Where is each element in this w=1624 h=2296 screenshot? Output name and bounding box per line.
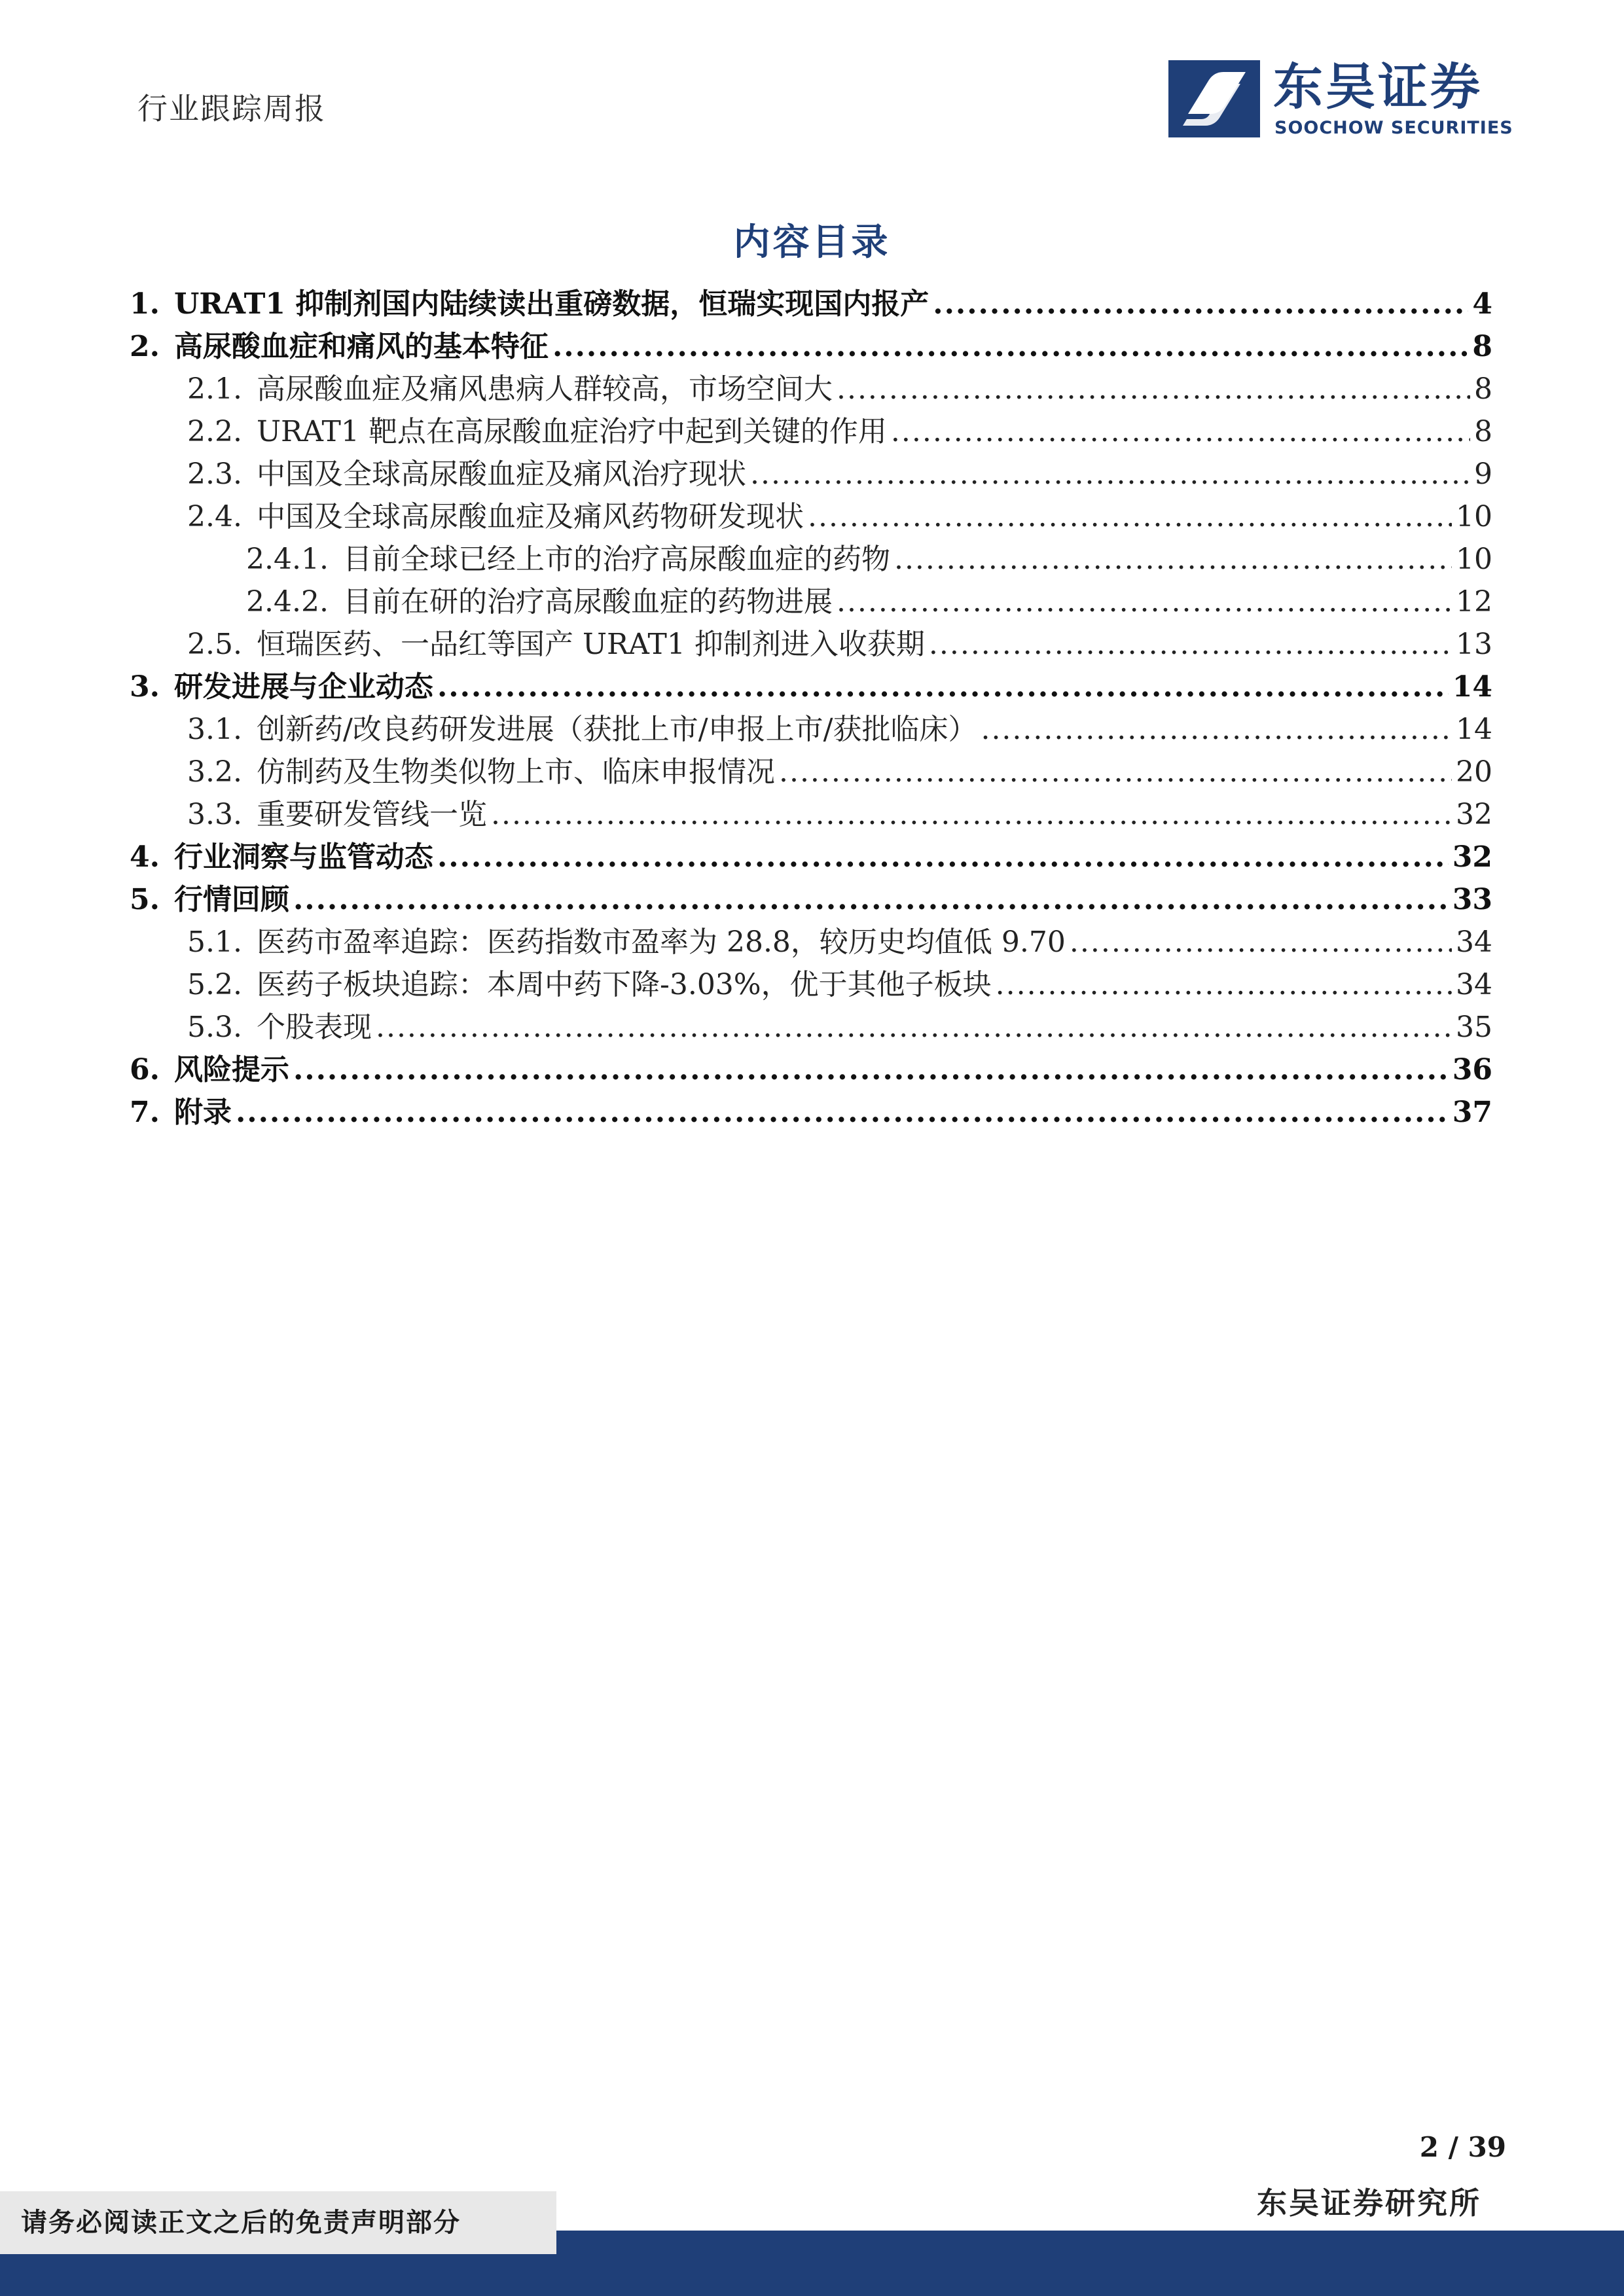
toc-dot-leader (437, 666, 1449, 708)
toc-entry-number: 3.2. (187, 755, 242, 789)
toc-entry[interactable] (130, 878, 1492, 921)
toc-dot-leader (779, 751, 1452, 793)
toc-entry-title: 行情回顾 (173, 883, 289, 916)
soochow-logo-icon (1168, 60, 1260, 137)
toc-dot-leader (376, 1006, 1452, 1049)
toc-dot-leader (837, 368, 1470, 410)
toc-entry[interactable] (130, 963, 1492, 1006)
report-type-label: 行业跟踪周报 (137, 91, 326, 126)
toc-dot-leader (491, 793, 1452, 836)
toc-entry-page: 14 (1456, 713, 1492, 746)
toc-dot-leader (837, 581, 1452, 623)
toc-entry[interactable] (130, 708, 1492, 751)
toc-entry-title: 高尿酸血症及痛风患病人群较高，市场空间大 (256, 372, 833, 406)
toc-entry-title: 目前全球已经上市的治疗高尿酸血症的药物 (342, 543, 890, 576)
toc-entry-number: 5.3. (187, 1011, 242, 1044)
toc-dot-leader (293, 878, 1449, 921)
toc-dot-leader (929, 623, 1452, 666)
toc-entry-title: 附录 (173, 1096, 232, 1129)
toc-entry-title: 个股表现 (256, 1011, 372, 1044)
toc-dot-leader (933, 283, 1468, 325)
toc-entry[interactable] (130, 793, 1492, 836)
toc-entry-title: URAT1 抑制剂国内陆续读出重磅数据，恒瑞实现国内报产 (173, 287, 929, 321)
toc-entry-title: 中国及全球高尿酸血症及痛风治疗现状 (256, 457, 746, 491)
toc-entry[interactable] (130, 283, 1492, 325)
toc-entry-page: 14 (1452, 670, 1492, 704)
toc-entry-title: 目前在研的治疗高尿酸血症的药物进展 (342, 585, 833, 619)
toc-entry-number: 5.2. (187, 968, 242, 1001)
toc-dot-leader (750, 453, 1470, 495)
toc-entry-number: 3. (130, 670, 160, 704)
toc-entry[interactable] (130, 666, 1492, 708)
toc-entry-page: 10 (1456, 500, 1492, 533)
toc-entry-page: 10 (1456, 543, 1492, 576)
toc-entry-page: 8 (1472, 330, 1492, 363)
toc-entry-title: 高尿酸血症和痛风的基本特征 (173, 330, 549, 363)
toc-entry-title: 行业洞察与监管动态 (173, 840, 433, 874)
toc-entry-number: 2.4. (187, 500, 242, 533)
toc-dot-leader (293, 1049, 1449, 1091)
toc-entry-number: 2.5. (187, 628, 242, 661)
toc-entry-page: 13 (1456, 628, 1492, 661)
toc-entry-title: 医药子板块追踪：本周中药下降-3.03%，优于其他子板块 (256, 968, 992, 1001)
toc-entry-page: 35 (1456, 1011, 1492, 1044)
toc-entry-title: 研发进展与企业动态 (173, 670, 433, 704)
toc-entry[interactable] (130, 836, 1492, 878)
toc-entry[interactable] (130, 1091, 1492, 1134)
toc-dot-leader (437, 836, 1449, 878)
toc-entry-page: 9 (1474, 457, 1492, 491)
toc-entry[interactable] (130, 751, 1492, 793)
toc-entry[interactable] (130, 410, 1492, 453)
toc-entry-number: 1. (130, 287, 160, 321)
toc-entry[interactable] (130, 325, 1492, 368)
toc-entry[interactable] (130, 581, 1492, 623)
toc-entry-number: 5.1. (187, 925, 242, 959)
toc-entry-title: 中国及全球高尿酸血症及痛风药物研发现状 (256, 500, 804, 533)
toc-entry-page: 20 (1456, 755, 1492, 789)
toc-entry[interactable] (130, 495, 1492, 538)
toc-entry-title: 创新药/改良药研发进展（获批上市/申报上市/获批临床） (256, 713, 977, 746)
toc-dot-leader (1070, 921, 1452, 963)
toc-entry[interactable] (130, 368, 1492, 410)
toc-dot-leader (894, 538, 1452, 581)
toc-entry-page: 4 (1472, 287, 1492, 321)
toc-entry-number: 3.3. (187, 798, 242, 831)
toc-entry[interactable] (130, 538, 1492, 581)
toc-dot-leader (552, 325, 1468, 368)
toc-entry-number: 7. (130, 1096, 160, 1129)
table-of-contents (130, 283, 1492, 1134)
toc-entry-page: 32 (1452, 840, 1492, 874)
toc-entry-title: URAT1 靶点在高尿酸血症治疗中起到关键的作用 (256, 415, 887, 448)
toc-entry-number: 2.3. (187, 457, 242, 491)
toc-dot-leader (236, 1091, 1449, 1134)
toc-title: 内容目录 (733, 221, 891, 264)
toc-entry-page: 37 (1452, 1096, 1492, 1129)
logo-chinese-name: 东吴证券 (1273, 58, 1483, 116)
toc-entry-number: 6. (130, 1053, 160, 1086)
toc-dot-leader (981, 708, 1452, 751)
toc-entry-number: 2.4.2. (246, 585, 329, 619)
toc-entry[interactable] (130, 623, 1492, 666)
toc-dot-leader (808, 495, 1452, 538)
toc-entry-number: 2. (130, 330, 160, 363)
toc-entry-title: 风险提示 (173, 1053, 289, 1086)
footer-organization: 东吴证券研究所 (1257, 2185, 1481, 2221)
toc-entry[interactable] (130, 1006, 1492, 1049)
toc-entry-title: 仿制药及生物类似物上市、临床申报情况 (256, 755, 775, 789)
toc-entry-page: 34 (1456, 925, 1492, 959)
toc-entry-page: 12 (1456, 585, 1492, 619)
toc-entry-page: 33 (1452, 883, 1492, 916)
toc-entry-number: 5. (130, 883, 160, 916)
footer-disclaimer: 请务必阅读正文之后的免责声明部分 (0, 2191, 556, 2254)
toc-entry[interactable] (130, 921, 1492, 963)
toc-entry[interactable] (130, 1049, 1492, 1091)
toc-entry-page: 34 (1456, 968, 1492, 1001)
toc-entry-title: 医药市盈率追踪：医药指数市盈率为 28.8，较历史均值低 9.70 (256, 925, 1066, 959)
toc-entry-number: 2.2. (187, 415, 242, 448)
toc-dot-leader (996, 963, 1452, 1006)
page-indicator: 2 / 39 (1419, 2131, 1506, 2163)
toc-entry-page: 8 (1474, 372, 1492, 406)
toc-entry-page: 36 (1452, 1053, 1492, 1086)
company-logo (1168, 58, 1513, 143)
toc-entry-number: 2.4.1. (246, 543, 329, 576)
toc-entry-number: 2.1. (187, 372, 242, 406)
toc-entry-page: 8 (1474, 415, 1492, 448)
toc-entry-page: 32 (1456, 798, 1492, 831)
toc-dot-leader (891, 410, 1470, 453)
toc-entry[interactable] (130, 453, 1492, 495)
toc-entry-number: 4. (130, 840, 160, 874)
toc-entry-title: 恒瑞医药、一品红等国产 URAT1 抑制剂进入收获期 (256, 628, 925, 661)
logo-english-name: SOOCHOW SECURITIES (1274, 118, 1513, 138)
toc-entry-number: 3.1. (187, 713, 242, 746)
toc-entry-title: 重要研发管线一览 (256, 798, 487, 831)
